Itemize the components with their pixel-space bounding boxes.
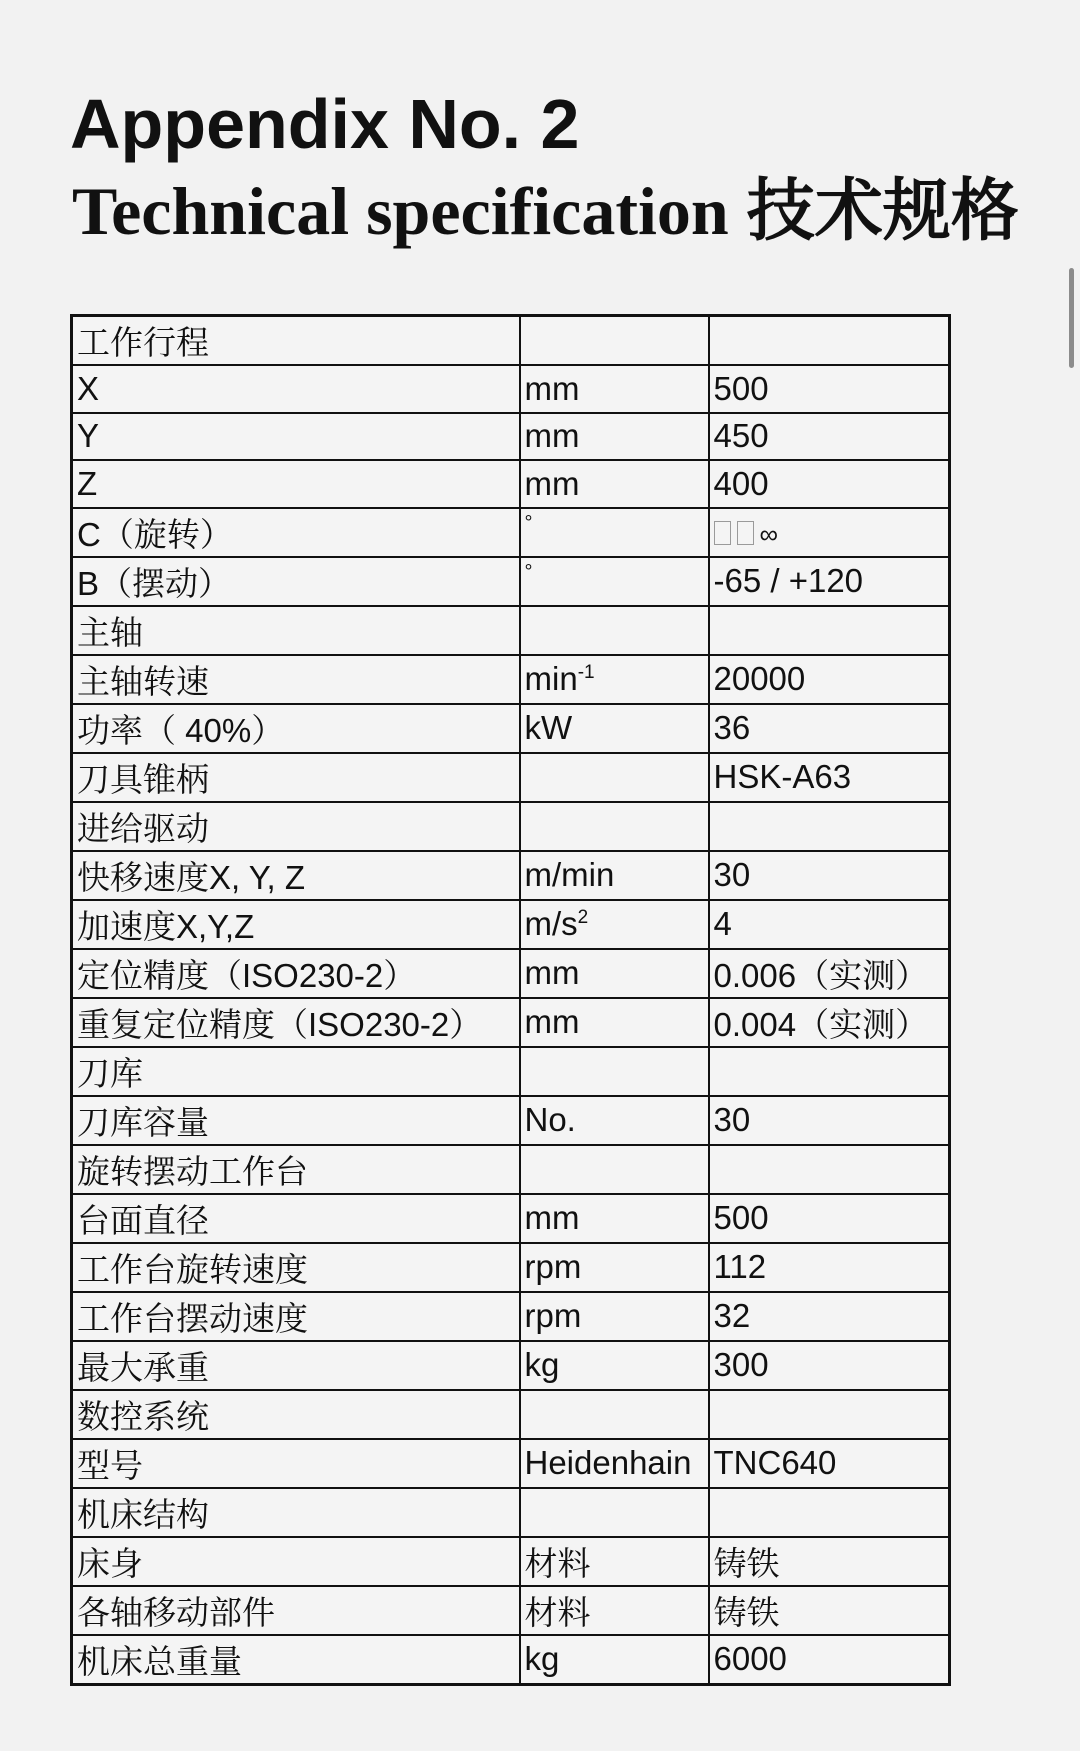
value-text: 32 [713, 1297, 751, 1334]
spec-unit-cell [520, 1047, 709, 1096]
spec-unit-cell [520, 753, 709, 802]
value-text: 0.004（实测） [713, 1005, 929, 1043]
spec-name-cell: 工作台摆动速度 [72, 1292, 520, 1341]
spec-value-cell [709, 606, 950, 655]
spec-name-cell: 最大承重 [72, 1341, 520, 1390]
spec-unit-cell [520, 1194, 709, 1243]
spec-name-cell: 主轴 [72, 606, 520, 655]
value-text: 30 [713, 856, 751, 893]
spec-unit-cell [520, 802, 709, 851]
table-row [72, 753, 950, 802]
spec-value-cell [709, 1341, 950, 1390]
unit-text: Heidenhain [524, 1444, 692, 1481]
spec-unit-cell [520, 998, 709, 1047]
unit-text: rpm [524, 1297, 582, 1334]
unit-text: 材料 [524, 1544, 591, 1582]
value-text: 铸铁 [713, 1593, 780, 1631]
spec-name-cell: 机床总重量 [72, 1635, 520, 1685]
table-row [72, 508, 950, 557]
spec-value-cell [709, 900, 950, 949]
table-row [72, 704, 950, 753]
table-row [72, 1488, 950, 1537]
spec-name-cell: 床身 [72, 1537, 520, 1586]
spec-unit-cell [520, 655, 709, 704]
value-text: 300 [713, 1346, 769, 1383]
spec-unit-cell [520, 1586, 709, 1635]
degree-unit: ° [524, 561, 533, 583]
unit-text: kg [524, 1346, 560, 1383]
degree-unit: ° [524, 512, 533, 534]
table-row [72, 1390, 950, 1439]
spec-name-cell: 台面直径 [72, 1194, 520, 1243]
table-row [72, 900, 950, 949]
table-row [72, 1047, 950, 1096]
unit-text: m/min [524, 856, 615, 893]
spec-name-cell: C（旋转） [72, 508, 520, 557]
spec-value-cell [709, 949, 950, 998]
unit-text: mm [524, 1199, 580, 1236]
spec-value-cell [709, 704, 950, 753]
spec-name-cell: 快移速度X, Y, Z [72, 851, 520, 900]
spec-title [72, 172, 1019, 251]
unit-superscript: -1 [577, 662, 595, 683]
spec-value-cell [709, 508, 950, 557]
spec-value-cell [709, 753, 950, 802]
table-row [72, 1096, 950, 1145]
spec-name-cell: 重复定位精度（ISO230-2） [72, 998, 520, 1047]
spec-value-cell [709, 1292, 950, 1341]
spec-value-cell [709, 460, 950, 508]
spec-name-cell: 定位精度（ISO230-2） [72, 949, 520, 998]
spec-unit-cell [520, 606, 709, 655]
spec-value-cell [709, 1488, 950, 1537]
value-text: 0.006（实测） [713, 956, 929, 994]
spec-name-cell: 刀库容量 [72, 1096, 520, 1145]
spec-unit-cell [520, 1341, 709, 1390]
spec-value-cell [709, 557, 950, 606]
spec-value-cell [709, 1390, 950, 1439]
value-text: 500 [713, 1199, 769, 1236]
unit-text: kW [524, 709, 573, 746]
spec-value-cell [709, 1145, 950, 1194]
unit-text: mm [524, 417, 580, 455]
spec-value-cell [709, 1537, 950, 1586]
table-row [72, 1635, 950, 1685]
value-text: TNC640 [713, 1444, 837, 1481]
spec-name-cell: X [72, 365, 520, 413]
table-row [72, 1145, 950, 1194]
spec-unit-cell [520, 1537, 709, 1586]
unit-text: mm [524, 954, 580, 991]
table-row [72, 1194, 950, 1243]
spec-unit-cell [520, 316, 709, 366]
unit-text: kg [524, 1640, 560, 1677]
spec-unit-cell [520, 851, 709, 900]
spec-unit-cell [520, 365, 709, 413]
value-text: 112 [713, 1248, 767, 1285]
unit-text: mm [524, 369, 580, 407]
spec-unit-cell [520, 1292, 709, 1341]
table-row [72, 1292, 950, 1341]
spec-unit-cell [520, 704, 709, 753]
table-row [72, 557, 950, 606]
spec-name-cell: 进给驱动 [72, 802, 520, 851]
table-row [72, 998, 950, 1047]
spec-value-cell [709, 851, 950, 900]
spec-value-cell [709, 1439, 950, 1488]
table-row [72, 606, 950, 655]
spec-name-cell: 刀库 [72, 1047, 520, 1096]
missing-glyph-box [737, 521, 754, 545]
spec-unit-cell [520, 1390, 709, 1439]
spec-title-cn: 技术规格 [746, 172, 1019, 251]
table-row [72, 460, 950, 508]
unit-text: 材料 [524, 1593, 591, 1631]
spec-name-cell: Z [72, 460, 520, 508]
spec-name-cell: 各轴移动部件 [72, 1586, 520, 1635]
value-text: 铸铁 [713, 1544, 780, 1582]
spec-unit-cell [520, 900, 709, 949]
spec-name-cell: Y [72, 413, 520, 461]
unit-text: No. [524, 1101, 576, 1138]
value-text: 30 [713, 1101, 751, 1138]
table-row [72, 1439, 950, 1488]
spec-value-cell [709, 1586, 950, 1635]
spec-name-cell: 主轴转速 [72, 655, 520, 704]
value-text: 20000 [713, 660, 806, 697]
unit-text: rpm [524, 1248, 582, 1285]
unit-text: min [524, 660, 578, 697]
spec-name-cell: 旋转摆动工作台 [72, 1145, 520, 1194]
spec-unit-cell [520, 508, 709, 557]
table-row [72, 802, 950, 851]
missing-glyph-box [714, 521, 731, 545]
table-row [72, 413, 950, 461]
value-text: ∞ [759, 519, 779, 549]
spec-value-cell [709, 998, 950, 1047]
spec-value-cell [709, 365, 950, 413]
spec-value-cell [709, 1194, 950, 1243]
spec-name-cell: 加速度X,Y,Z [72, 900, 520, 949]
value-text: -65 / +120 [713, 562, 864, 599]
spec-name-cell: 刀具锥柄 [72, 753, 520, 802]
value-text: HSK-A63 [713, 758, 852, 795]
unit-text: mm [524, 1003, 580, 1040]
spec-unit-cell [520, 413, 709, 461]
spec-unit-cell [520, 1243, 709, 1292]
spec-unit-cell [520, 557, 709, 606]
value-text: 500 [713, 369, 769, 407]
table-row [72, 1243, 950, 1292]
scrollbar-thumb[interactable] [1069, 268, 1074, 368]
spec-title-en: Technical specification [72, 173, 729, 249]
value-text: 450 [713, 417, 769, 455]
table-row [72, 365, 950, 413]
spec-name-cell: 机床结构 [72, 1488, 520, 1537]
spec-unit-cell [520, 949, 709, 998]
spec-table [70, 314, 951, 1686]
spec-name-cell: 功率（ 40%） [72, 704, 520, 753]
spec-unit-cell [520, 1488, 709, 1537]
spec-unit-cell [520, 1439, 709, 1488]
appendix-title: Appendix No. 2 [70, 85, 580, 163]
table-row [72, 949, 950, 998]
spec-value-cell [709, 1047, 950, 1096]
spec-name-cell: 数控系统 [72, 1390, 520, 1439]
spec-value-cell [709, 1096, 950, 1145]
spec-unit-cell [520, 1145, 709, 1194]
value-text: 400 [713, 464, 769, 502]
spec-unit-cell [520, 460, 709, 508]
spec-value-cell [709, 1635, 950, 1685]
unit-superscript: 2 [577, 907, 589, 928]
spec-value-cell [709, 655, 950, 704]
value-text: 4 [713, 905, 732, 942]
table-row [72, 1341, 950, 1390]
table-row [72, 1586, 950, 1635]
unit-text: mm [524, 464, 580, 502]
value-text: 6000 [713, 1640, 787, 1677]
spec-unit-cell [520, 1096, 709, 1145]
spec-table-body [72, 316, 950, 1685]
spec-value-cell [709, 316, 950, 366]
spec-value-cell [709, 802, 950, 851]
table-row [72, 655, 950, 704]
value-text: 36 [713, 709, 751, 746]
spec-name-cell: 工作行程 [72, 316, 520, 366]
spec-unit-cell [520, 1635, 709, 1685]
spec-name-cell: B（摆动） [72, 557, 520, 606]
spec-name-cell: 型号 [72, 1439, 520, 1488]
unit-text: m/s [524, 905, 578, 942]
spec-value-cell [709, 1243, 950, 1292]
table-row [72, 316, 950, 366]
table-row [72, 1537, 950, 1586]
table-row [72, 851, 950, 900]
spec-name-cell: 工作台旋转速度 [72, 1243, 520, 1292]
spec-value-cell [709, 413, 950, 461]
